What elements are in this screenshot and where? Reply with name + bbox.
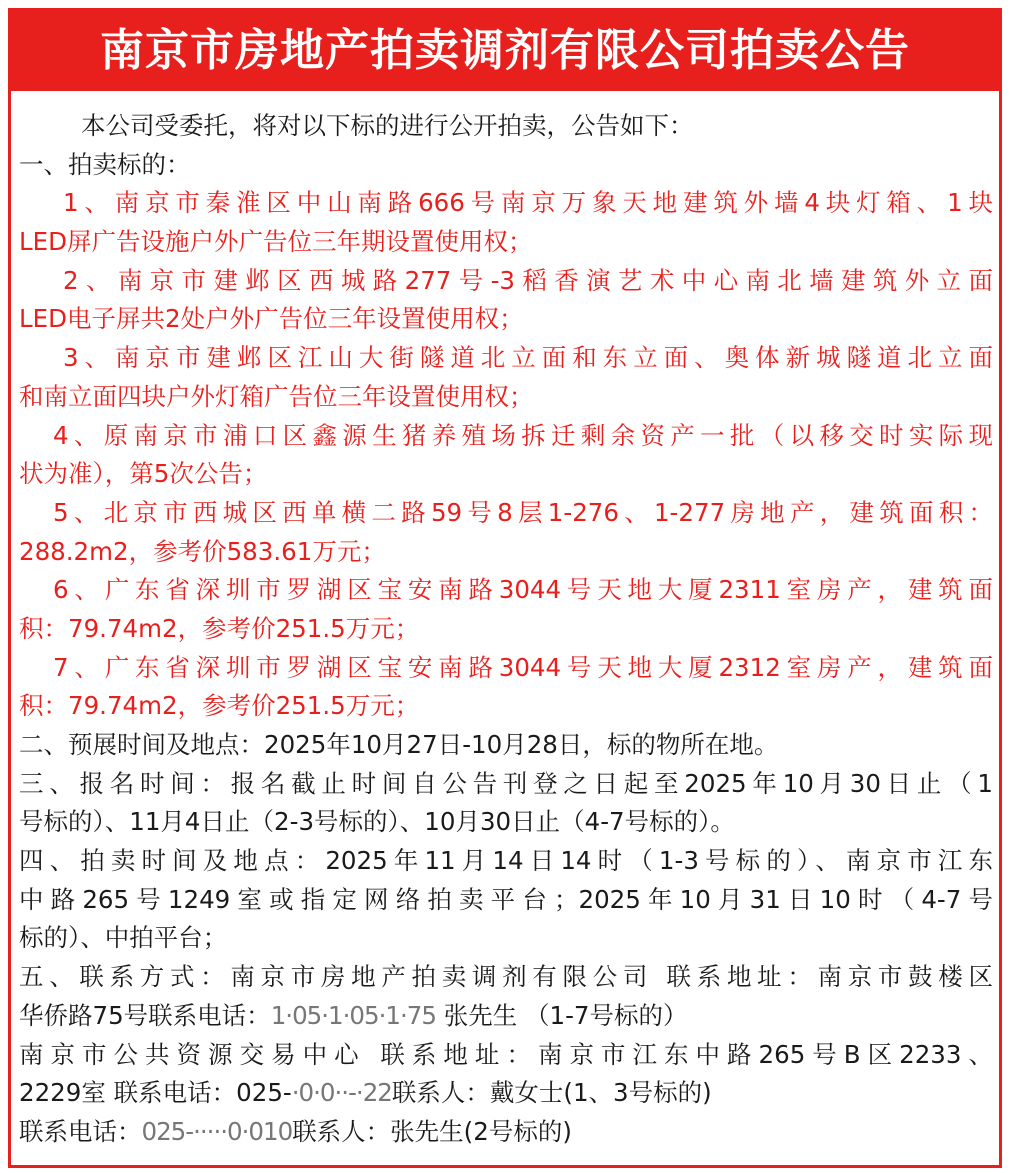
item6-line2: 积：79.74m2，参考价251.5万元； — [19, 613, 420, 643]
item5-line1: 5、北京市西城区西单横二路59号8层1-276、1-277房地产，建筑面积： — [53, 497, 993, 527]
item7-line1: 7、广东省深圳市罗湖区宝安南路3044号天地大厦2312室房产，建筑面 — [53, 652, 993, 682]
contact1-label: 华侨路75号联系电话： — [19, 1000, 271, 1030]
item3-line1: 3、南京市建邺区江山大街隧道北立面和东立面、奥体新城隧道北立面 — [63, 343, 993, 373]
contact3-person: 联系人：张先生(2号标的) — [292, 1116, 572, 1146]
section5-line5 — [19, 1113, 993, 1152]
section5-line2 — [19, 997, 993, 1036]
announcement-body — [19, 107, 993, 1152]
section4-line1: 四、拍卖时间及地点：2025年11月14日14时（1-3号标的）、南京市江东 — [19, 846, 993, 876]
contact1-person: 张先生 （1-7号标的） — [435, 1000, 688, 1030]
page-title: 南京市房地产拍卖调剂有限公司拍卖公告 — [100, 25, 910, 76]
item4-line2: 状为准），第5次公告； — [19, 459, 268, 489]
section5-line4 — [19, 1074, 993, 1113]
contact3-label: 联系电话： — [19, 1116, 142, 1146]
section4-line2: 中路265号1249室或指定网络拍卖平台；2025年10月31日10时（4-7号 — [19, 884, 993, 914]
section5-line3: 南京市公共资源交易中心 联系地址：南京市江东中路265号B区2233、 — [19, 1039, 993, 1069]
item1-line1: 1、南京市秦淮区中山南路666号南京万象天地建筑外墙4块灯箱、1块 — [63, 188, 993, 218]
section5-line1: 五、联系方式：南京市房地产拍卖调剂有限公司 联系地址：南京市鼓楼区 — [19, 962, 993, 992]
redacted-phone-2: ·0·0··-·22 — [291, 1078, 392, 1108]
item2-line1: 2、南京市建邺区西城路277号-3稻香演艺术中心南北墙建筑外立面 — [63, 265, 993, 295]
intro-text: 本公司受委托，将对以下标的进行公开拍卖，公告如下： — [81, 111, 694, 140]
section3-line2: 号标的）、11月4日止（2-3号标的）、10月30日止（4-7号标的）。 — [19, 807, 735, 837]
section2-text: 二、预展时间及地点：2025年10月27日-10月28日，标的物所在地。 — [19, 730, 779, 759]
section3-line1: 三、报名时间：报名截止时间自公告刊登之日起至2025年10月30日止（1 — [19, 768, 993, 798]
announcement-frame — [8, 8, 1002, 1168]
title-bar — [11, 11, 999, 91]
item1-line2: LED屏广告设施户外广告位三年期设置使用权； — [19, 227, 533, 257]
item5-line2: 288.2m2，参考价583.61万元； — [19, 536, 386, 566]
contact2-label: 2229室 联系电话：025- — [19, 1078, 292, 1108]
item7-line2: 积：79.74m2，参考价251.5万元； — [19, 691, 420, 721]
redacted-phone-3: 025-·····0·010 — [141, 1116, 293, 1146]
item6-line1: 6、广东省深圳市罗湖区宝安南路3044号天地大厦2311室房产，建筑面 — [53, 575, 993, 605]
contact2-person: 联系人：戴女士(1、3号标的) — [391, 1078, 712, 1108]
item4-line1: 4、原南京市浦口区鑫源生猪养殖场拆迁剩余资产一批（以移交时实际现 — [53, 420, 993, 450]
item3-line2: 和南立面四块户外灯箱广告位三年设置使用权； — [19, 381, 534, 411]
redacted-phone-1: 1·05·1·05·1·75 — [270, 1000, 436, 1030]
section1-heading: 一、拍卖标的： — [19, 149, 191, 179]
section4-line3: 标的）、中拍平台； — [19, 923, 228, 953]
item2-line2: LED电子屏共2处户外广告位三年设置使用权； — [19, 304, 524, 334]
